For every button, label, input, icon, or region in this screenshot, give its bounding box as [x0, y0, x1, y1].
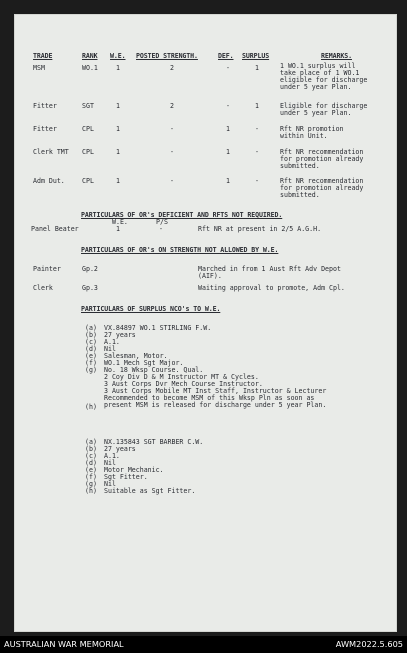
item-line: Salesman, Motor.	[104, 352, 168, 360]
item-label: (a)	[85, 438, 97, 446]
surplus-nco-section-title: PARTICULARS OF SURPLUS NCO's TO W.E.	[81, 305, 221, 313]
row-remark-line: Rft NR recommendation	[280, 177, 364, 185]
row-rank: WO.1	[82, 64, 98, 72]
footer-reference: AWM2022.5.605	[335, 639, 403, 649]
row-surplus: 1	[255, 64, 259, 72]
row-trade: MSM	[33, 64, 45, 72]
item-line: Recommended to become MSM of this Wksp Pln as soon as	[104, 394, 315, 402]
header-trade: TRADE	[33, 52, 53, 60]
item-label: (c)	[85, 338, 97, 346]
row-trade: Fitter	[33, 125, 57, 133]
row-remark-line: submitted.	[280, 191, 320, 199]
row-posted: 2	[170, 64, 174, 72]
row-remark-line: within Unit.	[280, 132, 328, 140]
item-label: (e)	[85, 466, 97, 474]
header-remarks: REMARKS.	[321, 52, 352, 60]
deficient-col-ps: P/S	[156, 218, 168, 226]
item-line: 3 Aust Corps Mobile MT Inst Staff, Instructor & Lecturer	[104, 387, 327, 395]
item-label: (h)	[85, 403, 97, 411]
row-surplus: -	[255, 125, 259, 133]
item-label: (f)	[85, 359, 97, 367]
row-remark-line: Rft NR recommendation	[280, 148, 364, 156]
item-label: (a)	[85, 324, 97, 332]
row-rank: CPL	[82, 125, 94, 133]
archive-footer	[0, 636, 407, 653]
deficient-trade: Panel Beater	[31, 225, 79, 233]
item-line: Suitable as Sgt Fitter.	[104, 487, 196, 495]
item-label: (c)	[85, 452, 97, 460]
header-posted: POSTED STRENGTH.	[136, 52, 198, 60]
item-line: VX.84897 WO.1 STIRLING F.W.	[104, 324, 212, 332]
item-label: (g)	[85, 480, 97, 488]
item-line: Sgt Fitter.	[104, 473, 148, 481]
row-surplus: 1	[255, 102, 259, 110]
item-line: WO.1 Mech Sgt Major.	[104, 359, 184, 367]
item-line: Nil	[104, 480, 116, 488]
header-surplus: SURPLUS	[242, 52, 270, 60]
not-allowed-grade: Gp.2	[82, 265, 98, 273]
not-allowed-remark-line: Waiting approval to promote, Adm Cpl.	[198, 284, 345, 292]
row-surplus: -	[255, 177, 259, 185]
item-line: 27 years	[104, 331, 136, 339]
row-rank: CPL	[82, 177, 94, 185]
row-trade: Fitter	[33, 102, 57, 110]
row-remark-line: eligible for discharge	[280, 76, 368, 84]
document-page	[14, 14, 397, 632]
row-posted: -	[170, 125, 174, 133]
deficient-ps: -	[159, 225, 163, 233]
not-allowed-remark-line: Marched in from 1 Aust Rft Adv Depot	[198, 265, 341, 273]
item-line: Motor Mechanic.	[104, 466, 164, 474]
not-allowed-trade: Clerk	[33, 284, 53, 292]
not-allowed-grade: Gp.3	[82, 284, 98, 292]
row-surplus: -	[255, 148, 259, 156]
row-remark-line: for promotion already	[280, 155, 364, 163]
item-label: (f)	[85, 473, 97, 481]
item-label: (b)	[85, 445, 97, 453]
row-remark-line: Eligible for discharge	[280, 102, 368, 110]
row-remark-line: 1 WO.1 surplus will	[280, 62, 356, 70]
row-we: 1	[116, 148, 120, 156]
row-trade: Clerk TMT	[33, 148, 69, 156]
not-allowed-trade: Painter	[33, 265, 61, 273]
row-we: 1	[116, 177, 120, 185]
item-line: A.1.	[104, 452, 120, 460]
deficient-col-we: W.E.	[112, 218, 128, 226]
deficient-remark: Rft NR at present in 2/5 A.G.H.	[198, 225, 322, 233]
row-rank: CPL	[82, 148, 94, 156]
item-line: present MSM is released for discharge under 5 year Plan.	[104, 401, 327, 409]
item-line: Nil	[104, 345, 116, 353]
item-line: 3 Aust Corps Dvr Mech Course Instructor.	[104, 380, 263, 388]
deficient-section-title: PARTICULARS OF OR's DEFICIENT AND RFTS NOT REQUIRED.	[81, 211, 283, 219]
row-remark-line: submitted.	[280, 162, 320, 170]
row-def: -	[226, 64, 230, 72]
row-posted: 2	[170, 102, 174, 110]
row-remark-line: take place of 1 WO.1	[280, 69, 360, 77]
item-label: (d)	[85, 459, 97, 467]
row-posted: -	[170, 177, 174, 185]
row-remark-line: under 5 year Plan.	[280, 109, 352, 117]
item-label: (e)	[85, 352, 97, 360]
row-we: 1	[116, 102, 120, 110]
item-line: NX.135843 SGT BARBER C.W.	[104, 438, 204, 446]
row-def: 1	[226, 125, 230, 133]
item-line: 27 years	[104, 445, 136, 453]
row-posted: -	[170, 148, 174, 156]
row-def: -	[226, 102, 230, 110]
item-line: No. 18 Wksp Course. Qual.	[104, 366, 204, 374]
row-remark-line: Rft NR promotion	[280, 125, 344, 133]
item-label: (b)	[85, 331, 97, 339]
header-we: W.E.	[110, 52, 126, 60]
row-def: 1	[226, 177, 230, 185]
row-we: 1	[116, 64, 120, 72]
deficient-we: 1	[116, 225, 120, 233]
header-def: DEF.	[218, 52, 234, 60]
item-label: (g)	[85, 366, 97, 374]
item-line: Nil	[104, 459, 116, 467]
header-rank: RANK	[82, 52, 98, 60]
row-trade: Adm Dut.	[33, 177, 65, 185]
not-allowed-section-title: PARTICULARS OF OR's ON STRENGTH NOT ALLOWED BY W.E.	[81, 246, 279, 254]
item-line: 2 Coy Div D & M Instructor MT & Cycles.	[104, 373, 259, 381]
row-def: 1	[226, 148, 230, 156]
item-label: (d)	[85, 345, 97, 353]
row-we: 1	[116, 125, 120, 133]
row-rank: SGT	[82, 102, 94, 110]
not-allowed-remark-line: (AIF).	[198, 272, 222, 280]
item-label: (h)	[85, 487, 97, 495]
item-line: A.1.	[104, 338, 120, 346]
footer-institution: AUSTRALIAN WAR MEMORIAL	[4, 639, 124, 649]
row-remark-line: under 5 year Plan.	[280, 83, 352, 91]
row-remark-line: for promotion already	[280, 184, 364, 192]
